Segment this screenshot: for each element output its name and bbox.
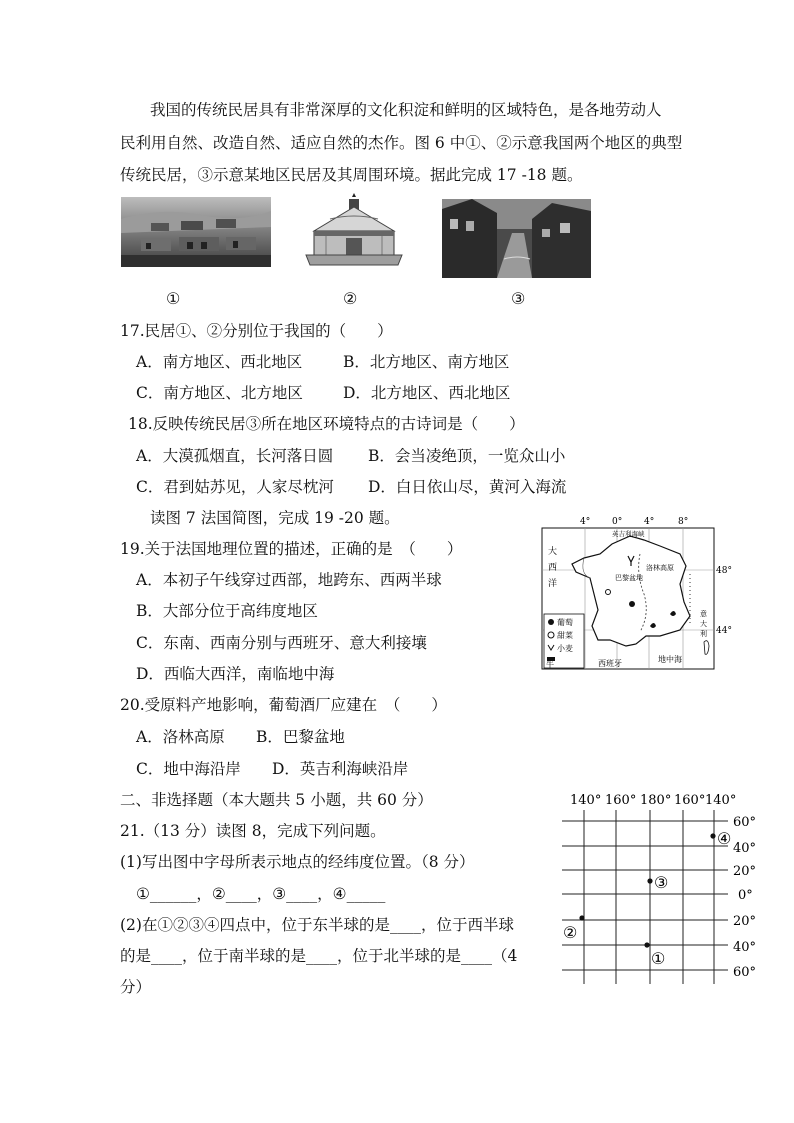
grid-top-label: 160° — [605, 793, 637, 808]
q20-option-b: B．巴黎盆地 — [256, 728, 345, 746]
intro-line-2: 民利用自然、改造自然、适应自然的杰作。图 6 中①、②示意我国两个地区的典型 — [120, 134, 683, 152]
q19-stem: 19.关于法国地理位置的描述，正确的是 （ ） — [120, 540, 463, 558]
legend-label: 小麦 — [557, 644, 573, 653]
france-label: 巴黎盆地 — [615, 574, 643, 582]
q17-option-b: B．北方地区、南方地区 — [343, 353, 510, 371]
q21-part2-line3: 分） — [120, 978, 152, 996]
q21-part1: (1)写出图中字母所表示地点的经纬度位置。（8 分） — [120, 853, 475, 871]
grid-right-label: 20° — [733, 864, 757, 879]
image-caption-2: ② — [343, 289, 358, 308]
q19-option-a: A．本初子午线穿过西部，地跨东、西两半球 — [136, 571, 442, 589]
grid-top-label: 140° — [705, 793, 737, 808]
q18-option-c: C．君到姑苏见，人家尽枕河 — [136, 478, 334, 496]
q20-option-a: A．洛林高原 — [136, 728, 225, 746]
france-top-label: 8° — [678, 517, 689, 527]
q20-option-c: C．地中海沿岸 — [136, 760, 241, 778]
grid-point-3 — [647, 878, 652, 883]
lat-long-grid-map — [556, 788, 770, 998]
image-caption-3: ③ — [511, 289, 526, 308]
q21-part1-blanks: ①______，②____，③____，④_____ — [136, 885, 386, 903]
legend-label: 甜菜 — [557, 631, 573, 640]
q19-option-b: B．大部分位于高纬度地区 — [136, 602, 318, 620]
france-label: 利 — [700, 630, 707, 638]
france-label: 英吉利海峡 — [612, 530, 645, 538]
grid-point-label: ① — [651, 949, 666, 968]
q21-stem: 21.（13 分）读图 8，完成下列问题。 — [120, 822, 386, 840]
france-label: 地中海 — [658, 655, 682, 664]
grid-right-label: 0° — [738, 888, 753, 903]
q17-option-a: A．南方地区、西北地区 — [136, 353, 303, 371]
q18-stem: 18.反映传统民居③所在地区环境特点的古诗词是（ ） — [128, 415, 525, 433]
france-label: 大 — [548, 547, 558, 557]
grid-top-label: 180° — [640, 793, 672, 808]
france-label: 意 — [700, 610, 707, 618]
france-lat-label: 44° — [716, 626, 732, 636]
grid-point-label: ③ — [654, 873, 669, 892]
france-label: 西班牙 — [598, 659, 622, 668]
france-top-label: 0° — [612, 517, 623, 527]
q17-option-c: C．南方地区、北方地区 — [136, 384, 303, 402]
france-label: 西 — [548, 563, 558, 573]
q21-part2-line2: 的是____，位于南半球的是____，位于北半球的是____（4 — [120, 947, 518, 965]
grid-point-2 — [579, 915, 584, 920]
section-2-heading: 二、非选择题（本大题共 5 小题，共 60 分） — [120, 791, 433, 809]
grid-right-label: 60° — [733, 965, 757, 980]
france-lat-label: 48° — [716, 566, 732, 576]
q19-option-d: D．西临大西洋，南临地中海 — [136, 665, 335, 683]
grid-point-1 — [644, 942, 649, 947]
grid-right-label: 40° — [733, 940, 757, 955]
legend-label: 葡萄 — [557, 618, 573, 627]
grid-right-label: 40° — [733, 841, 757, 856]
intro-line-1: 我国的传统民居具有非常深厚的文化积淀和鲜明的区域特色，是各地劳动人 — [150, 101, 662, 119]
water-town-photo — [442, 199, 591, 278]
grid-top-label: 160° — [674, 793, 706, 808]
q18-option-b: B．会当凌绝顶，一览众山小 — [368, 447, 566, 465]
yurt-photo — [302, 193, 406, 275]
france-top-label: 4° — [580, 517, 591, 527]
grid-point-4 — [710, 833, 715, 838]
grid-top-label: 140° — [570, 793, 602, 808]
france-label: 洛林高原 — [646, 564, 674, 572]
grid-point-label: ② — [563, 923, 578, 942]
grid-right-label: 60° — [733, 815, 757, 830]
france-label: 大 — [700, 620, 707, 628]
grid-right-label: 20° — [733, 914, 757, 929]
intro-2: 读图 7 法国简图，完成 19 -20 题。 — [150, 509, 400, 527]
q17-option-d: D．北方地区、西北地区 — [343, 384, 511, 402]
image-caption-1: ① — [166, 289, 181, 308]
q18-option-a: A．大漠孤烟直，长河落日圆 — [136, 447, 334, 465]
cave-dwelling-photo — [121, 197, 271, 267]
france-top-label: 4° — [644, 517, 655, 527]
q20-option-d: D．英吉利海峡沿岸 — [272, 760, 409, 778]
q19-option-c: C．东南、西南分别与西班牙、意大利接壤 — [136, 634, 427, 652]
q20-stem: 20.受原料产地影响，葡萄酒厂应建在 （ ） — [120, 696, 447, 714]
france-label: 洋 — [548, 579, 558, 589]
legend-label: 牛 — [546, 660, 554, 669]
intro-line-3: 传统民居，③示意某地区民居及其周围环境。据此完成 17 -18 题。 — [120, 166, 583, 184]
q21-part2-line1: (2)在①②③④四点中，位于东半球的是____，位于西半球 — [120, 916, 514, 934]
q17-stem: 17.民居①、②分别位于我国的（ ） — [120, 322, 393, 340]
grid-point-label: ④ — [717, 829, 732, 848]
france-map — [540, 514, 738, 674]
q18-option-d: D．白日依山尽，黄河入海流 — [368, 478, 567, 496]
